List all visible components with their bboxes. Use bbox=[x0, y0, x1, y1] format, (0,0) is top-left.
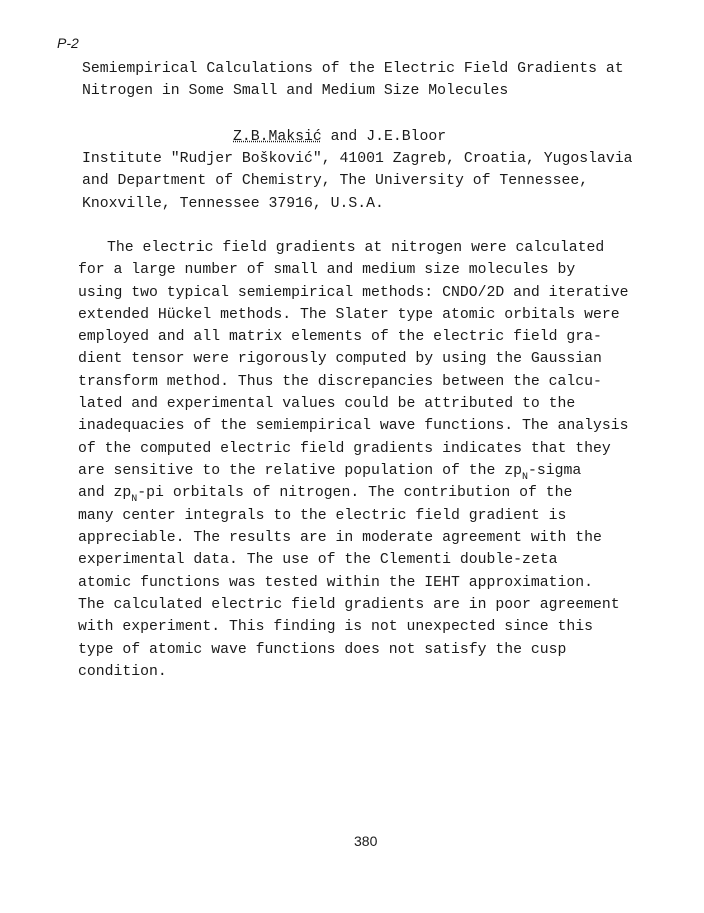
abstract-line: for a large number of small and medium size molecules by bbox=[78, 262, 576, 278]
author-1: Z.B.Maksić bbox=[233, 129, 322, 145]
abstract-line: condition. bbox=[78, 664, 167, 680]
abstract-line: many center integrals to the electric field gradient is bbox=[78, 508, 567, 524]
author-2: J.E.Bloor bbox=[366, 129, 447, 145]
abstract-line: The electric field gradients at nitrogen were calculated bbox=[107, 240, 605, 256]
affiliation-line-2: and Department of Chemistry, The University of Tennessee, bbox=[82, 173, 589, 189]
page-label: P-2 bbox=[57, 35, 79, 51]
abstract-line: The calculated electric field gradients are in poor agreement bbox=[78, 597, 620, 613]
abstract-line: inadequacies of the semiempirical wave functions. The analysis bbox=[78, 418, 629, 434]
abstract-line: extended Hückel methods. The Slater type atomic orbitals were bbox=[78, 307, 620, 323]
abstract-line: experimental data. The use of the Clementi double-zeta bbox=[78, 552, 558, 568]
text: are sensitive to the relative population of the zp bbox=[78, 463, 522, 479]
abstract-line: with experiment. This finding is not unexpected since this bbox=[78, 619, 594, 635]
subscript: N bbox=[131, 494, 138, 505]
affiliation-line-1: Institute "Rudjer Bošković", 41001 Zagreb, Croatia, Yugoslavia bbox=[82, 151, 633, 167]
affiliation-line-3: Knoxville, Tennessee 37916, U.S.A. bbox=[82, 196, 384, 212]
abstract-line: type of atomic wave functions does not satisfy the cusp bbox=[78, 642, 567, 658]
abstract-line: employed and all matrix elements of the electric field gra- bbox=[78, 329, 602, 345]
title-line-1: Semiempirical Calculations of the Electric Field Gradients at bbox=[82, 61, 624, 77]
abstract-line bbox=[78, 462, 582, 483]
title-line-2: Nitrogen in Some Small and Medium Size Molecules bbox=[82, 83, 509, 99]
abstract-line bbox=[78, 484, 573, 505]
abstract-line: dient tensor were rigorously computed by using the Gaussian bbox=[78, 351, 602, 367]
abstract-line: lated and experimental values could be attributed to the bbox=[78, 396, 576, 412]
abstract-line: atomic functions was tested within the IEHT approximation. bbox=[78, 575, 594, 591]
text: -sigma bbox=[528, 463, 582, 479]
abstract-line: using two typical semiempirical methods: CNDO/2D and iterative bbox=[78, 285, 629, 301]
abstract-line: transform method. Thus the discrepancies between the calcu- bbox=[78, 374, 602, 390]
text: and zp bbox=[78, 485, 132, 501]
author-joiner: and bbox=[321, 129, 367, 145]
authors bbox=[233, 128, 446, 146]
text: -pi orbitals of nitrogen. The contribution of the bbox=[137, 485, 573, 501]
page-number: 380 bbox=[354, 833, 378, 849]
abstract-line: of the computed electric field gradients indicates that they bbox=[78, 441, 611, 457]
abstract-line: appreciable. The results are in moderate agreement with the bbox=[78, 530, 602, 546]
subscript: N bbox=[521, 472, 528, 483]
